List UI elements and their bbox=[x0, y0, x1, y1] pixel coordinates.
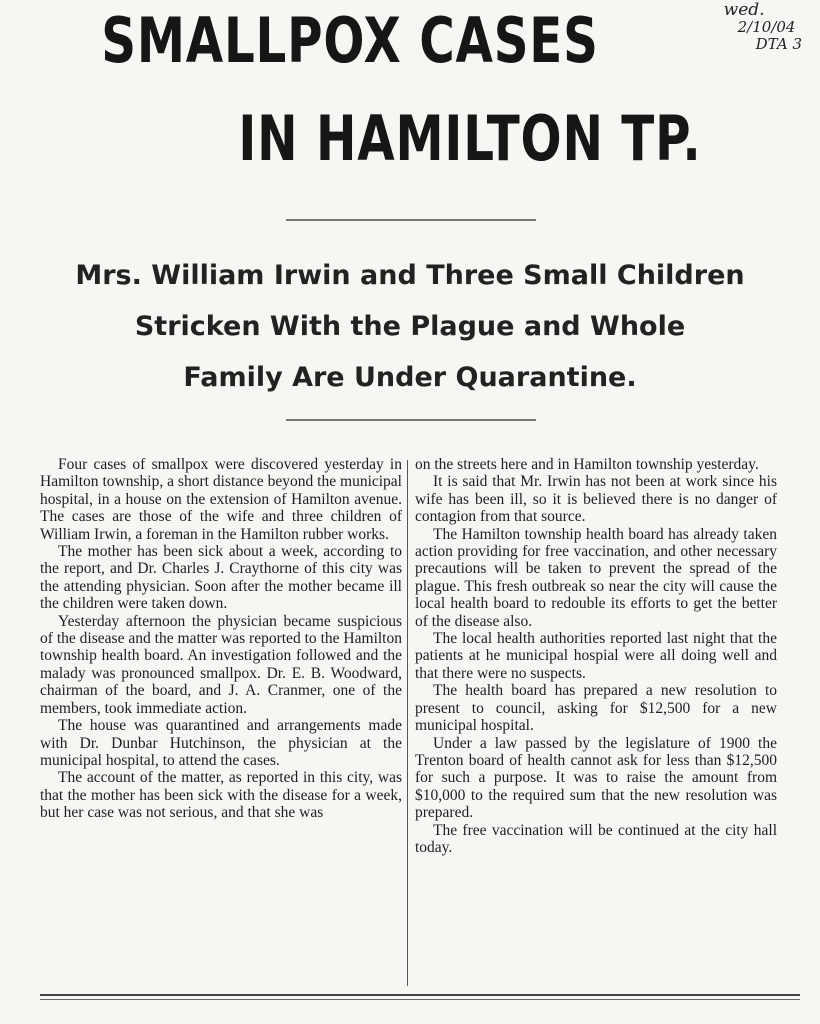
paragraph: The house was quarantined and arrangements made with Dr. Dunbar Hutchinson, the physician at the municipal hospital, to attend the cases. bbox=[40, 717, 402, 769]
divider-rule-bottom bbox=[286, 419, 536, 421]
paragraph: It is said that Mr. Irwin has not been at work since his wife has been ill, so it is believed there is no danger of contagion from that source. bbox=[415, 473, 777, 526]
note-date: 2/10/04 bbox=[737, 18, 796, 36]
column-divider bbox=[407, 460, 408, 986]
article-body bbox=[40, 456, 810, 986]
paragraph: The account of the matter, as reported in this city, was that the mother has been sick with the disease for a week, but her case was not serious, and that she was bbox=[40, 769, 402, 822]
paragraph: Four cases of smallpox were discovered yesterday in Hamilton township, a short distance beyond the municipal hospital, in a house on the extension of Hamilton avenue. The cases are those of the wife and three children of William Irwin, a foreman in the Hamilton rubber works. bbox=[40, 456, 402, 543]
divider-rule-top bbox=[286, 219, 536, 221]
subheadline-line-2: Stricken With the Plague and Whole bbox=[134, 311, 686, 342]
subheadline-line-1: Mrs. William Irwin and Three Small Children bbox=[75, 260, 745, 291]
subheadline bbox=[0, 250, 820, 403]
note-code: DTA 3 bbox=[755, 35, 802, 53]
subheadline-line-3: Family Are Under Quarantine. bbox=[183, 362, 637, 393]
paragraph: The local health authorities reported last night that the patients at he municipal hospial were all doing well and that there were no suspects. bbox=[415, 630, 777, 682]
paragraph: The Hamilton township health board has already taken action providing for free vaccination, and other necessary precautions will be taken to prevent the spread of the plague. This fresh outbreak so near the city will cause the local health board to redouble its efforts to get the better of the disease also. bbox=[415, 525, 777, 630]
article-column-right bbox=[415, 456, 777, 856]
paragraph: The mother has been sick about a week, according to the report, and Dr. Charles J. Craythorne of this city was the attending physician. Soon after the mother became ill the children were taken down. bbox=[40, 543, 402, 613]
headline-line-2: IN HAMILTON TP. bbox=[238, 102, 702, 175]
paragraph: The health board has prepared a new resolution to present to council, asking for $12,500 for a new municipal hospital. bbox=[415, 682, 777, 735]
paragraph: on the streets here and in Hamilton township yesterday. bbox=[415, 456, 759, 473]
handwritten-date-note bbox=[720, 2, 802, 53]
note-day: wed. bbox=[723, 0, 765, 20]
paragraph: Yesterday afternoon the physician became suspicious of the disease and the matter was reported to the Hamilton township health board. An investigation followed and the malady was pronounced smallpox. Dr. E. B. Woodward, chairman of the board, and J. A. Cranmer, one of the members, took immediate action. bbox=[40, 612, 402, 717]
paragraph: Under a law passed by the legislature of 1900 the Trenton board of health cannot ask for less than $12,500 for such a purpose. It was to raise the amount from $10,000 to the required sum that the new resolution was prepared. bbox=[415, 734, 777, 822]
footer-rule-thin bbox=[40, 999, 800, 1000]
headline-line-1: SMALLPOX CASES bbox=[101, 4, 599, 77]
paragraph: The free vaccination will be continued at the city hall today. bbox=[415, 821, 777, 856]
article-column-left bbox=[40, 456, 402, 822]
footer-rule bbox=[40, 994, 800, 996]
